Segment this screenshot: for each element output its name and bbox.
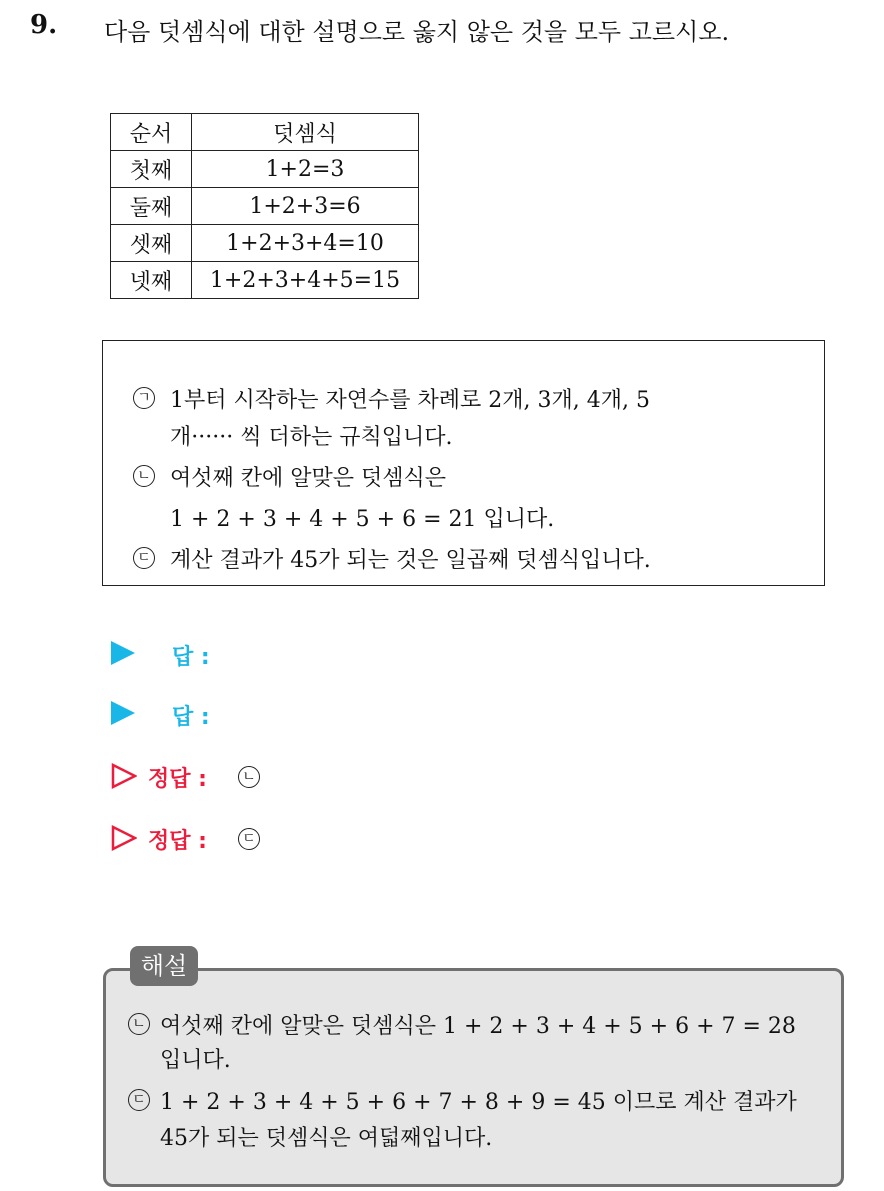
table-cell-order: 둘째 bbox=[111, 188, 192, 225]
table-row bbox=[111, 262, 419, 299]
statement-1-line2: 개······ 씩 더하는 규칙입니다. bbox=[170, 425, 453, 450]
explanation-marker-1: ㄴ bbox=[128, 1013, 150, 1035]
statement-2-line1: 여섯째 칸에 알맞은 덧셈식은 bbox=[170, 466, 447, 491]
statement-1-line1: 1부터 시작하는 자연수를 차례로 2개, 3개, 4개, 5 bbox=[170, 388, 650, 413]
explanation-2-line1: 1 + 2 + 3 + 4 + 5 + 6 + 7 + 8 + 9 = 45 이므로 계산 결과가 bbox=[160, 1090, 797, 1115]
statement-marker-2: ㄴ bbox=[133, 465, 155, 487]
answer-blank-1: 답 : bbox=[172, 645, 210, 670]
sequence-table bbox=[110, 113, 419, 299]
correct-answer-triangle-icon bbox=[111, 763, 137, 789]
correct-answer-label-1: 정답 : bbox=[148, 767, 207, 792]
answer-blank-2: 답 : bbox=[172, 705, 210, 730]
correct-answer-value-1: ㄴ bbox=[238, 766, 260, 788]
correct-answer-label-2: 정답 : bbox=[148, 829, 207, 854]
correct-answer-value-2: ㄷ bbox=[238, 828, 260, 850]
explanation-tab: 해설 bbox=[130, 946, 198, 986]
table-row bbox=[111, 188, 419, 225]
table-header-row bbox=[111, 114, 419, 151]
table-cell-equation: 1+2+3+4=10 bbox=[192, 225, 419, 262]
correct-answer-triangle-icon bbox=[111, 825, 137, 851]
table-header-cell: 순서 bbox=[111, 114, 192, 151]
statement-marker-1: ㄱ bbox=[133, 387, 155, 409]
table-cell-equation: 1+2+3+4+5=15 bbox=[192, 262, 419, 299]
statement-marker-3: ㄷ bbox=[133, 547, 155, 569]
explanation-marker-2: ㄷ bbox=[128, 1089, 150, 1111]
table-cell-order: 셋째 bbox=[111, 225, 192, 262]
question-number: 9. bbox=[30, 10, 58, 40]
explanation-1-line2: 입니다. bbox=[160, 1048, 231, 1073]
table-cell-order: 넷째 bbox=[111, 262, 192, 299]
table-cell-order: 첫째 bbox=[111, 151, 192, 188]
question-text: 다음 덧셈식에 대한 설명으로 옳지 않은 것을 모두 고르시오. bbox=[104, 18, 730, 46]
answer-triangle-icon bbox=[111, 641, 135, 665]
answer-triangle-icon bbox=[111, 701, 135, 725]
explanation-box bbox=[103, 968, 844, 1187]
table-cell-equation: 1+2=3 bbox=[192, 151, 419, 188]
table-header-cell: 덧셈식 bbox=[192, 114, 419, 151]
table-row bbox=[111, 151, 419, 188]
explanation-2-line2: 45가 되는 덧셈식은 여덟째입니다. bbox=[160, 1126, 493, 1151]
table-cell-equation: 1+2+3=6 bbox=[192, 188, 419, 225]
statement-2-line2: 1 + 2 + 3 + 4 + 5 + 6 = 21 입니다. bbox=[170, 507, 555, 532]
table-row bbox=[111, 225, 419, 262]
statement-3-line1: 계산 결과가 45가 되는 것은 일곱째 덧셈식입니다. bbox=[170, 548, 651, 573]
explanation-1-line1: 여섯째 칸에 알맞은 덧셈식은 1 + 2 + 3 + 4 + 5 + 6 + 7 = 28 bbox=[160, 1014, 796, 1039]
